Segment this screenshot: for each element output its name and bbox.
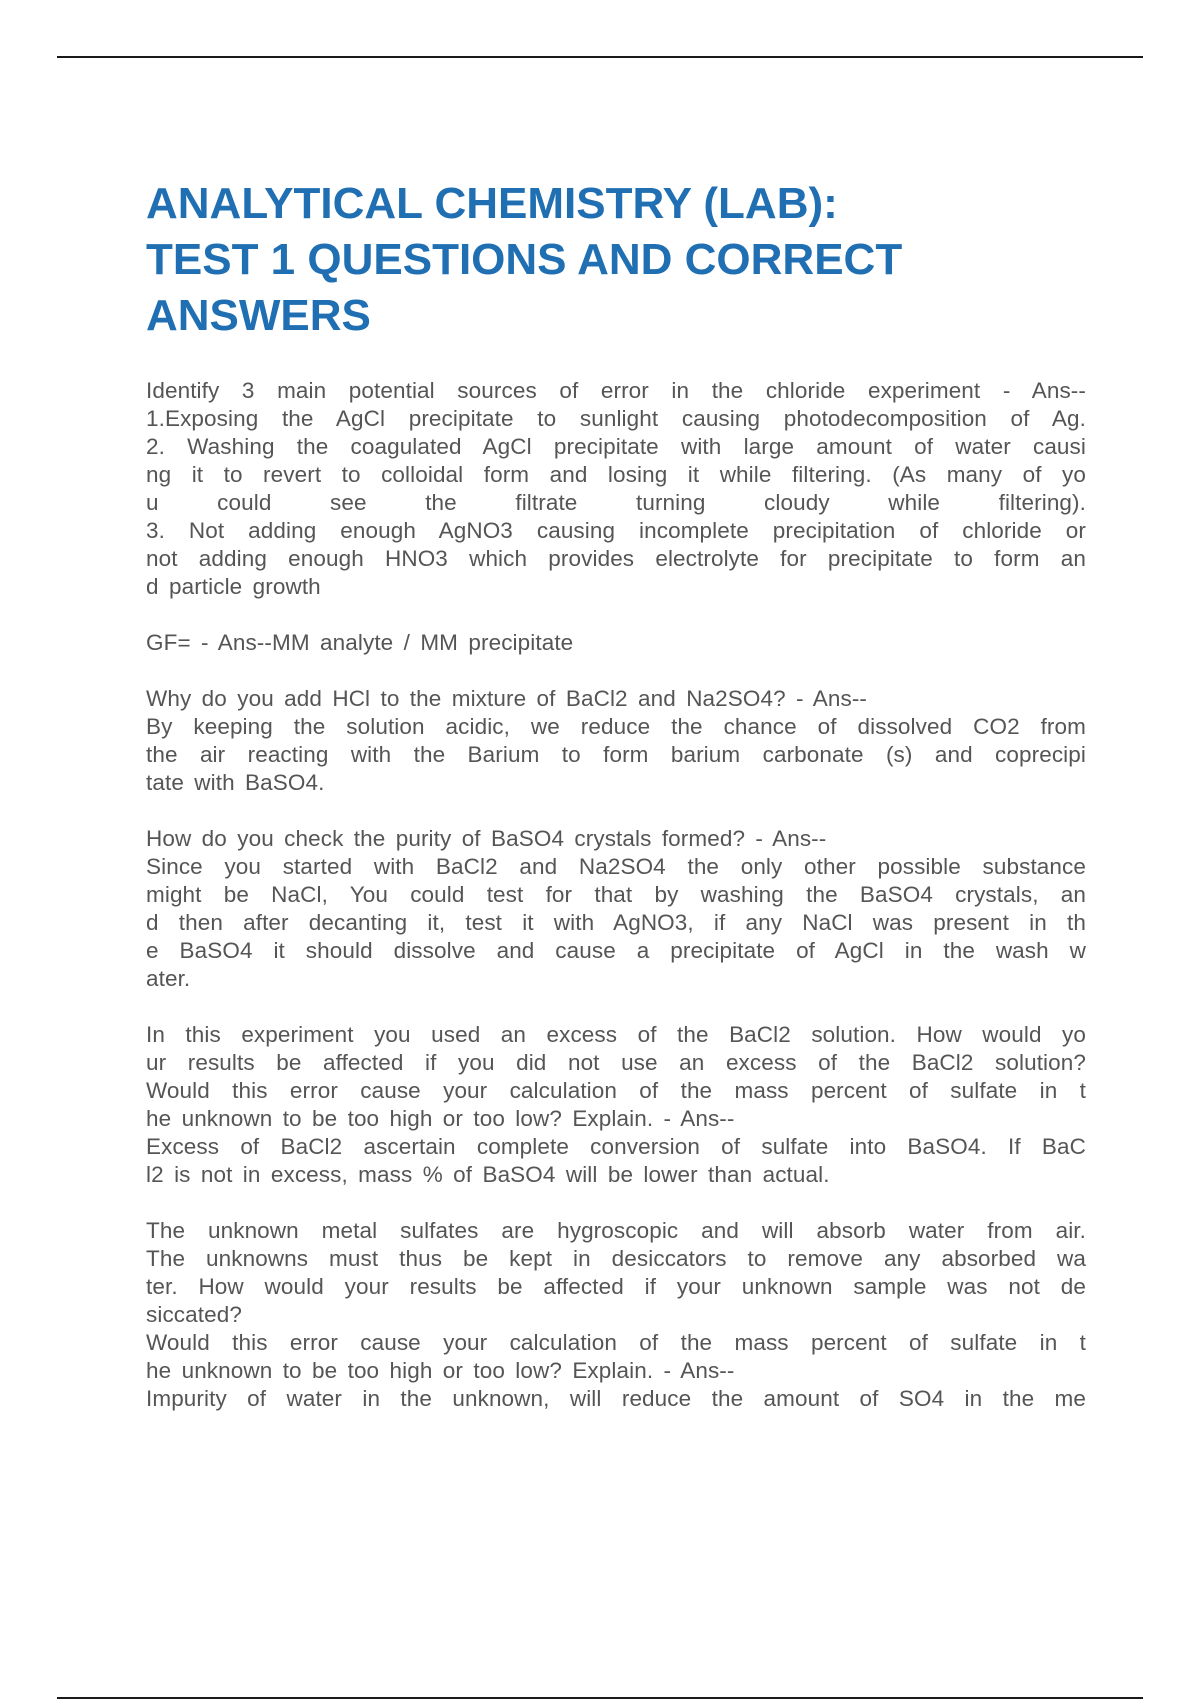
text-line: d then after decanting it, test it with AgNO3, if any NaCl was present in th [146,910,1086,935]
text-line: u could see the filtrate turning cloudy while filtering). [146,490,1086,515]
text-line: How do you check the purity of BaSO4 crystals formed? - Ans-- [146,826,827,851]
header-rule [57,56,1143,58]
title-line: ANSWERS [146,291,371,340]
text-line: Identify 3 main potential sources of error in the chloride experiment - Ans-- [146,378,1086,403]
footer-rule [57,1697,1143,1699]
text-line: ater. [146,966,191,991]
text-line: 3. Not adding enough AgNO3 causing incomplete precipitation of chloride or [146,518,1086,543]
text-line: tate with BaSO4. [146,770,325,795]
text-line: Impurity of water in the unknown, will reduce the amount of SO4 in the me [146,1386,1086,1411]
text-line: 2. Washing the coagulated AgCl precipitate with large amount of water causi [146,434,1086,459]
document-title [146,176,1086,344]
qa-block [146,377,1086,601]
text-line: 1.Exposing the AgCl precipitate to sunlight causing photodecomposition of Ag. [146,406,1086,431]
text-line: ng it to revert to colloidal form and losing it while filtering. (As many of yo [146,462,1086,487]
text-line: GF= - Ans--MM analyte / MM precipitate [146,630,574,655]
text-line: In this experiment you used an excess of the BaCl2 solution. How would yo [146,1022,1086,1047]
title-line: ANALYTICAL CHEMISTRY (LAB): [146,179,838,228]
text-line: siccated? [146,1302,242,1327]
text-line: Would this error cause your calculation of the mass percent of sulfate in t [146,1330,1086,1355]
qa-block [146,629,1086,657]
text-line: Would this error cause your calculation of the mass percent of sulfate in t [146,1078,1086,1103]
document-body [146,176,1086,1441]
qa-block [146,825,1086,993]
text-line: might be NaCl, You could test for that by washing the BaSO4 crystals, an [146,882,1086,907]
qa-block [146,1217,1086,1413]
text-line: By keeping the solution acidic, we reduce the chance of dissolved CO2 from [146,714,1086,739]
text-line: not adding enough HNO3 which provides electrolyte for precipitate to form an [146,546,1086,571]
text-line: he unknown to be too high or too low? Explain. - Ans-- [146,1358,735,1383]
text-line: the air reacting with the Barium to form barium carbonate (s) and coprecipi [146,742,1086,767]
text-line: e BaSO4 it should dissolve and cause a precipitate of AgCl in the wash w [146,938,1086,963]
text-line: ur results be affected if you did not use an excess of the BaCl2 solution? [146,1050,1086,1075]
text-line: Excess of BaCl2 ascertain complete conversion of sulfate into BaSO4. If BaC [146,1134,1086,1159]
title-line: TEST 1 QUESTIONS AND CORRECT [146,235,903,284]
qa-block [146,1021,1086,1189]
text-line: Since you started with BaCl2 and Na2SO4 the only other possible substance [146,854,1086,879]
text-line: The unknowns must thus be kept in desiccators to remove any absorbed wa [146,1246,1086,1271]
text-line: d particle growth [146,574,321,599]
text-line: he unknown to be too high or too low? Explain. - Ans-- [146,1106,735,1131]
qa-block [146,685,1086,797]
text-line: l2 is not in excess, mass % of BaSO4 will be lower than actual. [146,1162,830,1187]
text-line: Why do you add HCl to the mixture of BaCl2 and Na2SO4? - Ans-- [146,686,868,711]
text-line: ter. How would your results be affected if your unknown sample was not de [146,1274,1086,1299]
text-line: The unknown metal sulfates are hygroscopic and will absorb water from air. [146,1218,1086,1243]
